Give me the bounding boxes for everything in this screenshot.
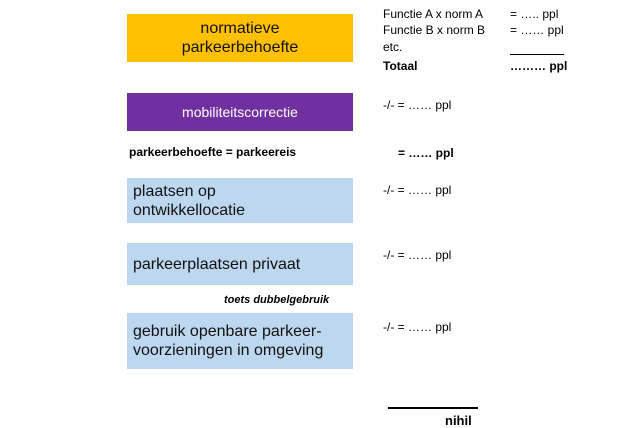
calc-etc: etc. xyxy=(383,40,403,54)
mobiliteitscorrectie-label: mobiliteitscorrectie xyxy=(182,104,298,120)
subtotal-line xyxy=(510,54,564,55)
parkeereis-label: parkeerbehoefte = parkeereis xyxy=(129,145,297,159)
calc-privaat: -/- = …… ppl xyxy=(383,248,452,262)
openbare-voorzieningen-box xyxy=(127,313,353,369)
calc-row1-right: = ….. ppl xyxy=(510,7,559,21)
normatieve-line1: normatieve xyxy=(200,20,280,37)
calc-mobiliteit: -/- = …… ppl xyxy=(383,98,452,112)
final-total-line xyxy=(388,407,478,409)
calc-totaal-label: Totaal xyxy=(383,59,418,73)
calc-nihil: nihil xyxy=(445,413,472,428)
calc-row2-left: Functie B x norm B xyxy=(383,23,486,37)
openbaar-line1: gebruik openbare parkeer- xyxy=(133,323,322,340)
plaatsen-line1: plaatsen op xyxy=(133,182,216,200)
privaat-label: parkeerplaatsen privaat xyxy=(133,255,301,273)
calc-totaal-value: ……… ppl xyxy=(510,59,568,73)
normatieve-line2: parkeerbehoefte xyxy=(181,39,299,56)
calc-row2-right: = …… ppl xyxy=(510,23,564,37)
calc-parkeereis: = …… ppl xyxy=(398,146,454,160)
plaatsen-ontwikkellocatie-box xyxy=(127,178,353,223)
dubbelgebruik-label: toets dubbelgebruik xyxy=(224,294,330,306)
openbaar-line2: voorzieningen in omgeving xyxy=(133,342,324,359)
calc-plaatsen: -/- = …… ppl xyxy=(383,183,452,197)
parkeerplaatsen-privaat-box xyxy=(127,243,353,285)
calc-row1-left: Functie A x norm A xyxy=(383,7,484,21)
mobiliteitscorrectie-box xyxy=(127,93,353,131)
normatieve-parkeerbehoefte-box xyxy=(127,14,353,62)
plaatsen-line2: ontwikkellocatie xyxy=(133,201,246,219)
calc-openbaar: -/- = …… ppl xyxy=(383,320,452,334)
